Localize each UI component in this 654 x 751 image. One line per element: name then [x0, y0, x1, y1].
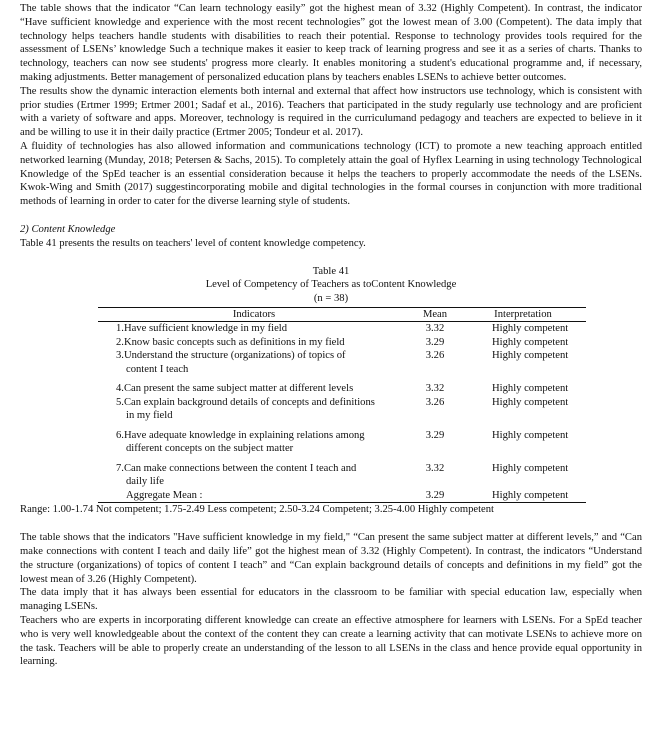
indicator-cell: 2.Know basic concepts such as definitions in my field: [116, 336, 345, 348]
indicator-cell: 4.Can present the same subject matter at different levels: [116, 383, 354, 395]
table-range-note: Range: 1.00-1.74 Not competent; 1.75-2.49 Less competent; 2.50-3.24 Competent; 3.25-4.00 Highly competent: [20, 504, 494, 516]
table-header-row: [98, 307, 586, 322]
table-row: [98, 456, 586, 476]
table-number: Table 41: [312, 265, 350, 277]
paragraph: The table shows that the indicator “Can learn technology easily” got the highest mean of 3.32 (Highly Competent). In contrast, the indicator “Have sufficient knowledge and experience with the most recent technologies” got the lowest mean of 3.00 (Competent). The data imply that technology helps teachers handle students with disabilities to reach their potential. Response to technology provides tools required for the assessment of LSENs’ knowledge Such a technique makes it easier to keep track of learning progress and see it as a series of charts. Thanks to technology, teachers can now see students' progress more clearly. It enables monitoring a student's educational programme and, if necessary, making adjustments. Better management of personalized education plans by teachers enables LSENs to achieve better outcomes.: [20, 3, 642, 83]
interpretation-cell: Highly competent: [492, 350, 569, 362]
interpretation-cell: Highly competent: [492, 396, 569, 408]
table-sample-size: (n = 38): [313, 293, 349, 305]
table-row: [98, 349, 586, 363]
mean-cell: 3.26: [425, 396, 445, 408]
paragraph: A fluidity of technologies has also allowed information and communications technology (ICT) to promote a new teaching approach entitled networked learning (Munday, 2018; Petersen & Sachs, 2015). To completely attain the goal of Hyflex Learning in using technology Technological Knowledge of the SpEd teacher is an essential consideration because it helps the teachers to properly accommodate the needs of the LSENs. Kwok-Wing and Smith (2017) suggestincorporating mobile and digital technologies in the formal courses in conjunction with more traditional methods of learning in order to cater for the diverse learning style of students.: [20, 140, 642, 208]
aggregate-mean: 3.29: [410, 489, 460, 503]
aggregate-interpretation: Highly competent: [460, 489, 586, 503]
interpretation-cell: Highly competent: [492, 462, 569, 474]
indicator-cell-continuation: different concepts on the subject matter: [126, 443, 294, 455]
indicator-cell: 6.Have adequate knowledge in explaining relations among: [116, 429, 365, 441]
indicator-cell: 1.Have sufficient knowledge in my field: [116, 323, 288, 335]
indicator-cell-continuation: in my field: [126, 410, 173, 422]
interpretation-cell: Highly competent: [492, 383, 569, 395]
mean-cell: 3.32: [425, 383, 445, 395]
aggregate-row: [98, 489, 586, 503]
indicator-cell: 5.Can explain background details of concepts and definitions: [116, 396, 375, 408]
table-row: [98, 322, 586, 336]
header-mean: Mean: [410, 307, 460, 322]
indicator-cell-continuation: content I teach: [126, 363, 189, 375]
interpretation-cell: Highly competent: [492, 429, 569, 441]
mean-cell: 3.32: [425, 323, 445, 335]
paragraph: Teachers who are experts in incorporating different knowledge can create an effective atmosphere for learners with LSENs. For a SpEd teacher who is very well knowledgeable about the context of the content they can create a learning activity that can motivate LSENs to achieve more on the task. Teachers will be able to properly create an understanding of the lesson to all LSENs in the class and hence provide equal opportunity in learning.: [20, 615, 642, 668]
table-row-continuation: [98, 475, 586, 489]
indicator-cell: 3.Understand the structure (organizations) of topics of: [116, 350, 346, 362]
section-intro: Table 41 presents the results on teachers' level of content knowledge competency.: [20, 237, 366, 249]
section-heading: 2) Content Knowledge: [20, 223, 116, 235]
table-row: [98, 376, 586, 396]
interpretation-cell: Highly competent: [492, 323, 569, 335]
mean-cell: 3.29: [425, 336, 445, 348]
table-row-continuation: [98, 363, 586, 377]
indicator-cell-continuation: daily life: [126, 476, 164, 488]
table-row: [98, 336, 586, 350]
aggregate-label: Aggregate Mean :: [98, 489, 410, 503]
header-indicators: Indicators: [98, 307, 410, 322]
table-row: [98, 396, 586, 410]
mean-cell: 3.26: [425, 350, 445, 362]
table-row-continuation: [98, 442, 586, 456]
indicator-cell: 7.Can make connections between the content I teach and: [116, 462, 357, 474]
paragraph: The table shows that the indicators "Have sufficient knowledge in my field," “Can present the same subject matter at different levels,” and “Can make connections with content I teach and daily life” got the highest mean of 3.32 (Highly Competent). In contrast, the indicators “Understand the structure (organizations) of topics of content I teach” and “Can explain background details of concepts and definitions in my field” got the lowest mean of 3.26 (Highly Competent).: [20, 532, 642, 585]
interpretation-cell: Highly competent: [492, 336, 569, 348]
document-page: [20, 2, 642, 669]
paragraph: The data imply that it has always been essential for educators in the classroom to be familiar with special education law, especially when managing LSENs.: [20, 587, 642, 613]
table-row-continuation: [98, 409, 586, 423]
mean-cell: 3.32: [425, 462, 445, 474]
competency-table: [98, 307, 586, 504]
paragraph: The results show the dynamic interaction elements both internal and external that affect how instructors use technology, which is consistent with prior studies (Ertmer 1999; Ertmer 2001; Sadaf et al., 2016). Teachers that participated in the study regularly use technology and are proficient with a variety of software and apps. Moreover, technology is required in the curriculumand pedagogy and teachers are expected to believe in it and be willing to use it in their daily practice (Ertmer 2005; Tondeur et al. 2017).: [20, 85, 642, 139]
mean-cell: 3.29: [425, 429, 445, 441]
table-title: Level of Competency of Teachers as toContent Knowledge: [205, 279, 457, 291]
header-interpretation: Interpretation: [460, 307, 586, 322]
table-row: [98, 423, 586, 443]
